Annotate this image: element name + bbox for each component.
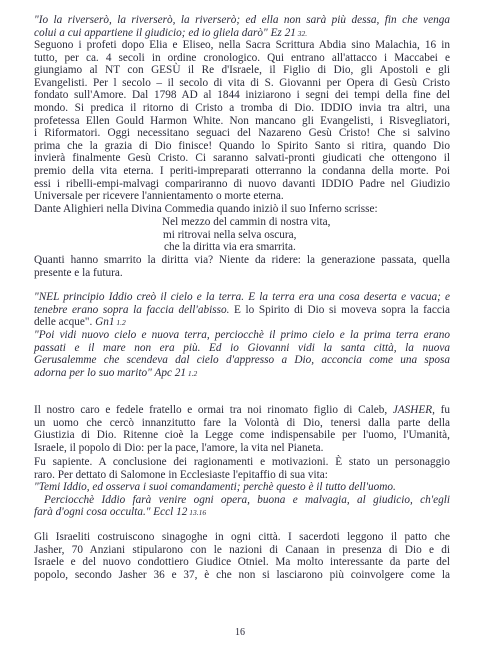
verse-ref: 13.16 [187, 508, 207, 518]
quote-line: Gerusalemme che scendeva dal cielo d'appresso a Dio, acconcia come una sposa [34, 354, 450, 367]
genesis-quote [34, 291, 450, 330]
text-segment: fu [434, 404, 450, 416]
ezekiel-quote [34, 14, 450, 40]
quote-line: delle acque". [34, 316, 93, 329]
quote-line: "Temi Iddio, ed osserva i suoi comandamenti; perchè questo è il tutto dell'uomo. [34, 481, 396, 493]
quote-line: adorna per lo suo marito" Apc 21 [34, 366, 187, 379]
page-number: 16 [235, 627, 245, 638]
text-line: Quanti hanno smarrito la diritta via? Niente da ridere: la generazione passata, quella [34, 254, 450, 266]
text-line: Israele, il popolo di Dio: per la pace, l'amore, la vita nel Pianeta. [34, 441, 324, 454]
text-line: presente e la futura. [34, 266, 123, 279]
text-line: Seguono i profeti dopo Elia e Eliseo, nella Sacra Scrittura Abdia sino Malachia, 16 in [34, 39, 450, 51]
quote-line: tenebre erano sopra la faccia dell'abisso. [34, 303, 230, 316]
text-line: Jasher, 70 Anziani stipularono con le nazioni di Canaan in presenza di Dio e di [34, 543, 450, 556]
poem-line: mi ritrovai nella selva oscura, [163, 228, 297, 241]
sapiente-paragraph [34, 456, 450, 481]
text-line: premio della vita eterna. I periti-impreparati otterranno la condanna della morte. Poi [34, 164, 450, 177]
text-line: Universale per ricevere l'annientamento o morte eterna. [34, 190, 284, 203]
quote-line: passati e il mare non era più. Ed io Giovanni vidi la santa città, la nuova [34, 341, 450, 354]
dante-intro [34, 203, 450, 216]
text-line: mondo. Si predica il ritorno di Cristo a tromba di Dio. IDDIO invia tra altri, una [34, 101, 450, 114]
prophets-paragraph [34, 39, 450, 203]
diritta-via-paragraph [34, 254, 450, 279]
text-line: Israele e del nuovo condottiero Giudice Otniel. Ma molto interessante da parte del [34, 556, 450, 569]
text-line: prima che la grazia di Dio finisce! Quando lo Spirito Santo si ritira, quando Dio [34, 139, 450, 152]
text-line: Gli Israeliti costruiscono sinagoghe in ogni città. I sacerdoti leggono il patto che [34, 531, 450, 543]
dante-poem [162, 216, 422, 254]
verse-ref: 1.2 [186, 368, 198, 378]
apocalypse-quote [34, 329, 450, 380]
ecclesiastes-quote [34, 481, 450, 520]
quote-line: E lo Spirito di Dio si moveva sopra la faccia [229, 303, 451, 316]
quote-line: farà d'ogni cosa occulta." Eccl 12 [34, 506, 188, 519]
verse-ref: 1.2 [114, 318, 126, 328]
text-line: profetessa Ellen Gould Harmon White. Non mancano gli Evangelisti, i Risvegliatori, [34, 114, 450, 127]
text-line: Giustizia di Dio. Ritenne cioè la Legge come indispensabile per l'uomo, l'Umanità, [34, 429, 450, 442]
quote-line: Perciocchè Iddio farà venire ogni opera, buona e malvagia, al giudicio, ch'egli [44, 493, 450, 506]
poem-line: Nel mezzo del cammin di nostra vita, [162, 216, 331, 228]
text-line: i Riformatori. Oggi necessitano seguaci del Nazareno Gesù Cristo! Che si salvino [34, 127, 450, 140]
quote-line: "Poi vidi nuovo cielo e nuova terra, perciocchè il primo cielo e la prima terra erano [34, 329, 450, 341]
text-line: Evangelisti. Per l secolo – il secolo di vita di S. Giovanni per Opera di Gesù Cristo [34, 76, 450, 89]
verse-ref: Gn1 [92, 316, 115, 329]
text-line: giungiamo al NT con GESÙ il Re d'Israele, il Figlio di Dio, gli Apostoli e gli [34, 64, 450, 77]
synagogue-paragraph [34, 531, 450, 581]
quote-line: "NEL principio Iddio creò il cielo e la terra. E la terra era una cosa deserta e vacua; e [34, 291, 450, 303]
poem-line: che la diritta via era smarrita. [164, 241, 296, 254]
text-line: popolo, secondo Jasher 36 e 37, è che non si lasciarono più coinvolgere come la [34, 568, 450, 581]
text-segment: Il nostro caro e fedele fratello e ormai tra noi rinomato figlio di Caleb, [34, 404, 393, 416]
text-line: essi i ribelli-empi-malvagi compariranno di nuovo davanti IDDIO Padre nel Giudizio [34, 177, 450, 190]
verse-ref: 32. [295, 28, 308, 38]
jasher-paragraph [34, 404, 450, 454]
text-line: Fu sapiente. A conclusione dei ragionamenti e motivazioni. È stato un personaggio [34, 456, 450, 468]
text-line: tutto, per ca. 4 secoli in ordine cronologico. Qui entrano all'attacco i Maccabei e [34, 51, 450, 64]
quote-line: "Io la riverserò, la riverserò, la riverserò; ed ella non sarà più dessa, fin che venga [34, 14, 450, 26]
text-line: un uomo che cercò innanzitutto fare la Volontà di Dio, tenersi dalla parte della [34, 416, 450, 429]
jasher-name: JASHER, [392, 404, 435, 416]
text-line: raro. Per dettato di Salomone in Ecclesiaste l'epitaffio di sua vita: [34, 468, 328, 481]
text-line: Dante Alighieri nella Divina Commedia quando iniziò il suo Inferno scrisse: [34, 203, 378, 215]
quote-line: colui a cui appartiene il giudicio; ed io gliela darò" Ez 21 [34, 26, 296, 39]
text-line: invierà finalmente Gesù Cristo. Ci saranno salvati-pronti giudicati che ottengono il [34, 152, 450, 165]
text-line: fondato sull'Amore. Dal 1798 AD al 1844 iniziarono i segni dei tempi della fine del [34, 89, 450, 102]
